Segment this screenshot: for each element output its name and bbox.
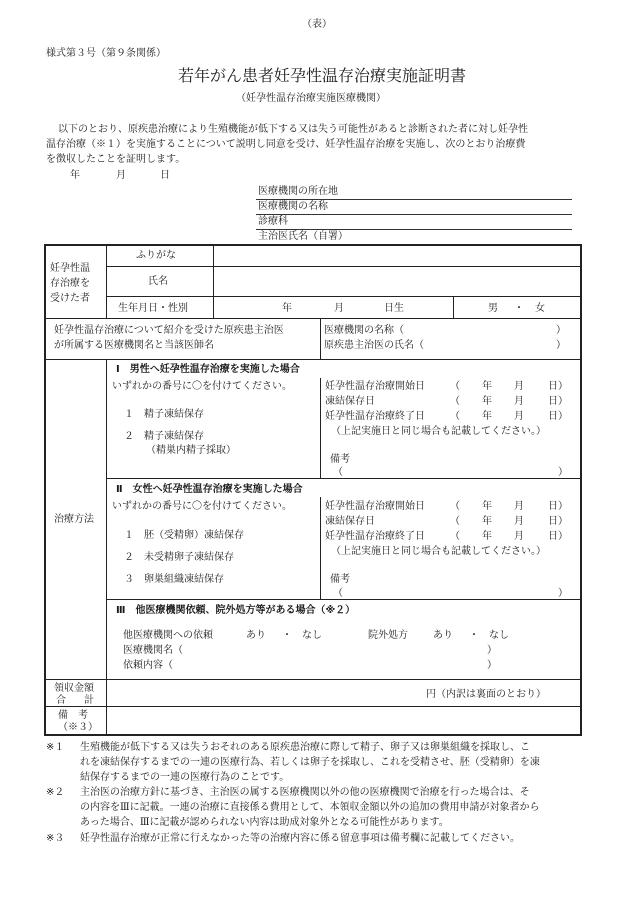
intro-line: を徴収したことを証明します。 <box>46 154 186 165</box>
outside-yes-option[interactable]: あり <box>433 630 453 641</box>
female-option-1[interactable]: １ 胚（受精卵）凍結保存 <box>124 530 244 541</box>
sex-separator: ・ <box>514 303 524 314</box>
referral-label: 妊孕性温存治療について紹介を受けた原疾患主治医 <box>54 325 284 336</box>
female-remarks-field[interactable]: （ <box>333 588 343 599</box>
male-remarks-label: 備考 <box>330 454 350 465</box>
male-same-date-note: （上記実施日と同じ場合も記載してください。） <box>331 426 546 437</box>
intro-line: 温存治療（※１）を実施することについて説明し同意を受け、妊孕性温存治療を実施し、次のとおり治療費 <box>46 139 526 150</box>
birth-day[interactable]: 日生 <box>384 303 404 314</box>
patient-section-label: 存治療を <box>50 278 90 289</box>
paren-close: ） <box>556 325 566 336</box>
male-instruction: いずれかの番号に〇を付けてください。 <box>112 381 292 392</box>
date-month[interactable]: 月 <box>116 170 126 181</box>
male-freeze-date-label: 凍結保存日 <box>325 396 375 407</box>
note-mark: ※３ <box>46 833 65 844</box>
referral-doctor-field[interactable]: 原疾患主治医の氏名（ <box>324 340 424 351</box>
referral-label: が所属する医療機関名と当該医師名 <box>54 340 214 351</box>
paren-close: ） <box>487 660 497 671</box>
note-line: の内容をⅢに記載。一連の治療に直接係る費用として、本領収金額以外の追加の費用申請が対象者から <box>80 802 540 813</box>
treatment-method-label: 治療方法 <box>54 514 94 525</box>
note-mark: ※１ <box>46 742 65 753</box>
sex-male-option[interactable]: 男 <box>488 303 498 314</box>
female-section-title: Ⅱ 女性へ妊孕性温存治療を実施した場合 <box>116 484 303 495</box>
note-line: 結保存するまでの一連の医療行為のことです。 <box>80 772 290 783</box>
sex-female-option[interactable]: 女 <box>535 303 545 314</box>
issuer-address-label: 医療機関の所在地 <box>258 186 338 197</box>
date-year[interactable]: 年 <box>70 170 80 181</box>
furigana-label: ふりがな <box>136 250 176 261</box>
female-instruction: いずれかの番号に〇を付けてください。 <box>112 501 292 512</box>
outside-prescription-label: 院外処方 <box>368 630 408 641</box>
date-day[interactable]: 日 <box>160 170 170 181</box>
patient-section-label: 受けた者 <box>50 293 90 304</box>
issuer-name-label: 医療機関の名称 <box>258 201 328 212</box>
female-remarks-label: 備考 <box>330 574 350 585</box>
remarks-ref: （※３） <box>58 722 98 733</box>
male-section-title: Ⅰ 男性へ妊孕性温存治療を実施した場合 <box>116 364 300 375</box>
female-start-date-label: 妊孕性温存治療開始日 <box>325 501 425 512</box>
patient-section-label: 妊孕性温 <box>50 263 90 274</box>
female-option-2[interactable]: ２ 未受精卵子凍結保存 <box>124 552 234 563</box>
issuer-department-label: 診療科 <box>258 216 288 227</box>
name-label: 氏名 <box>148 276 168 287</box>
outside-no-option[interactable]: なし <box>489 630 509 641</box>
page-subtitle: （妊孕性温存治療実施医療機関） <box>236 93 386 104</box>
issuer-doctor-label: 主治医氏名（自署） <box>258 231 348 242</box>
birth-year[interactable]: 年 <box>282 303 292 314</box>
page-title: 若年がん患者妊孕性温存治療実施証明書 <box>178 66 467 85</box>
form-number: 様式第３号（第９条関係） <box>46 48 166 59</box>
male-option-2-note: （精巣内精子採取） <box>146 445 236 456</box>
other-institution-field[interactable]: 医療機関名（ <box>123 645 183 656</box>
other-section-title: Ⅲ 他医療機関依頼、院外処方等がある場合（※２） <box>116 605 356 616</box>
male-start-date-label: 妊孕性温存治療開始日 <box>325 381 425 392</box>
other-request-label: 他医療機関への依頼 <box>123 630 213 641</box>
female-option-3[interactable]: ３ 卵巣組織凍結保存 <box>124 574 224 585</box>
receipt-label: 領収金額 <box>54 683 94 694</box>
receipt-total-label-1: 合 <box>56 695 66 706</box>
request-no-option[interactable]: なし <box>302 630 322 641</box>
female-end-date-label: 妊孕性温存治療終了日 <box>325 531 425 542</box>
option-separator: ・ <box>469 630 479 641</box>
paren-close: ） <box>558 467 568 478</box>
request-yes-option[interactable]: あり <box>246 630 266 641</box>
note-line: 主治医の治療方針に基づき、主治医の属する医療機関以外の他の医療機関で治療を行った場合は、そ <box>80 787 530 798</box>
intro-line: 以下のとおり、原疾患治療により生殖機能が低下する又は失う可能性があると診断された者に対し妊孕性 <box>58 124 528 135</box>
paren-close: ） <box>487 645 497 656</box>
receipt-total-label-2: 計 <box>84 695 94 706</box>
paren-close: ） <box>556 340 566 351</box>
male-remarks-field[interactable]: （ <box>333 467 343 478</box>
furigana-field[interactable] <box>214 247 580 266</box>
note-line: 生殖機能が低下する又は失うおそれのある原疾患治療に際して精子、卵子又は卵巣組織を採取し、こ <box>80 742 530 753</box>
note-line: 妊孕性温存治療が正常に行えなかった等の治療内容に係る留意事項は備考欄に記載してください。 <box>80 833 520 844</box>
remarks-label: 備 考 <box>58 710 88 721</box>
birth-month[interactable]: 月 <box>334 303 344 314</box>
note-mark: ※２ <box>46 787 65 798</box>
female-freeze-date-label: 凍結保存日 <box>325 516 375 527</box>
page-side-label: （表） <box>302 19 332 30</box>
birth-sex-label: 生年月日・性別 <box>118 303 188 314</box>
remarks-field[interactable] <box>107 707 580 734</box>
female-same-date-note: （上記実施日と同じ場合も記載してください。） <box>331 546 546 557</box>
male-option-2[interactable]: ２ 精子凍結保存 <box>124 431 204 442</box>
receipt-amount-field[interactable]: 円（内訳は裏面のとおり） <box>426 689 546 700</box>
paren-close: ） <box>558 588 568 599</box>
note-line: れを凍結保存するまでの一連の医療行為、若しくは卵子を採取し、これを受精させ、胚（受精卵）を凍 <box>80 757 540 768</box>
other-content-field[interactable]: 依頼内容（ <box>123 660 173 671</box>
name-field[interactable] <box>214 267 580 296</box>
male-end-date-label: 妊孕性温存治療終了日 <box>325 411 425 422</box>
option-separator: ・ <box>282 630 292 641</box>
issuer-name-field[interactable] <box>256 214 572 215</box>
referral-institution-field[interactable]: 医療機関の名称（ <box>324 325 404 336</box>
note-line: あった場合、Ⅲに記載が認められない内容は助成対象外となる可能性があります。 <box>80 817 449 828</box>
male-option-1[interactable]: １ 精子凍結保存 <box>124 409 204 420</box>
